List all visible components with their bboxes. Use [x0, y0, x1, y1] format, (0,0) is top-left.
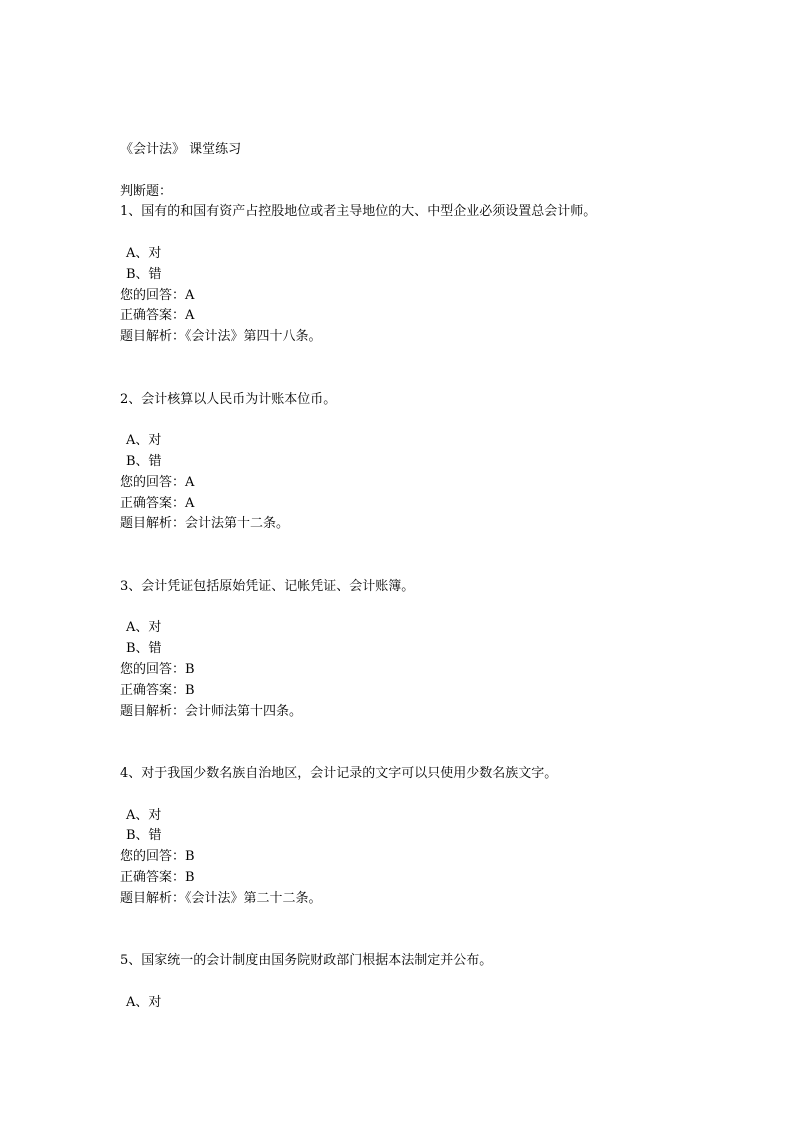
- your-answer-row: [120, 847, 720, 868]
- analysis-value: 会计师法第十四条。: [185, 703, 303, 719]
- analysis-value: 会计法第十二条。: [185, 516, 290, 532]
- your-answer-row: [120, 286, 720, 307]
- question-3: [120, 577, 720, 723]
- spacer: [120, 348, 720, 390]
- question-prompt: 3、会计凭证包括原始凭证、记帐凭证、会计账簿。: [120, 578, 415, 594]
- spacer: [120, 785, 720, 806]
- correct-answer-row: [120, 306, 720, 327]
- correct-answer-label: 正确答案：: [120, 308, 186, 324]
- correct-answer-value: A: [185, 308, 195, 324]
- your-answer-row: [120, 473, 720, 494]
- correct-answer-row: [120, 681, 720, 702]
- your-answer-label: 您的回答：: [120, 661, 186, 677]
- question-prompt: 4、对于我国少数名族自治地区，会计记录的文字可以只使用少数名族文字。: [120, 765, 558, 781]
- spacer: [120, 972, 720, 993]
- spacer: [120, 598, 720, 619]
- your-answer-label: 您的回答：: [120, 474, 186, 490]
- correct-answer-row: [120, 494, 720, 515]
- option-a: A、对: [126, 433, 162, 449]
- your-answer-label: 您的回答：: [120, 849, 186, 865]
- correct-answer-label: 正确答案：: [120, 869, 186, 885]
- correct-answer-label: 正确答案：: [120, 495, 186, 511]
- spacer: [120, 722, 720, 764]
- your-answer-label: 您的回答：: [120, 287, 186, 303]
- option-b: B、错: [126, 641, 162, 657]
- document-content: [120, 140, 720, 1013]
- analysis-row: [120, 327, 720, 348]
- correct-answer-value: B: [185, 682, 195, 698]
- your-answer-value: A: [185, 474, 195, 490]
- analysis-row: [120, 702, 720, 723]
- analysis-label: 题目解析：: [120, 890, 186, 906]
- analysis-row: [120, 889, 720, 910]
- question-5: [120, 951, 720, 1013]
- spacer: [120, 909, 720, 951]
- correct-answer-row: [120, 868, 720, 889]
- correct-answer-value: B: [185, 869, 195, 885]
- analysis-row: [120, 514, 720, 535]
- your-answer-value: B: [185, 849, 195, 865]
- spacer: [120, 161, 720, 182]
- analysis-label: 题目解析：: [120, 516, 186, 532]
- correct-answer-label: 正确答案：: [120, 682, 186, 698]
- question-4: [120, 764, 720, 910]
- option-a: A、对: [126, 245, 162, 261]
- option-a: A、对: [126, 807, 162, 823]
- correct-answer-value: A: [185, 495, 195, 511]
- option-a: A、对: [126, 994, 162, 1010]
- your-answer-row: [120, 660, 720, 681]
- spacer: [120, 410, 720, 431]
- your-answer-value: B: [185, 661, 195, 677]
- your-answer-value: A: [185, 287, 195, 303]
- analysis-label: 题目解析：: [120, 329, 186, 345]
- option-b: B、错: [126, 828, 162, 844]
- document-title: 《会计法》 课堂练习: [120, 142, 242, 157]
- option-b: B、错: [126, 453, 162, 469]
- spacer: [120, 223, 720, 244]
- analysis-value: 《会计法》第四十八条。: [185, 329, 322, 345]
- section-heading: 判断题：: [120, 183, 173, 199]
- option-b: B、错: [126, 266, 162, 282]
- question-2: [120, 390, 720, 536]
- option-a: A、对: [126, 620, 162, 636]
- analysis-value: 《会计法》第二十二条。: [185, 890, 322, 906]
- question-1: [120, 202, 720, 348]
- spacer: [120, 535, 720, 577]
- question-prompt: 2、会计核算以人民币为计账本位币。: [120, 391, 337, 407]
- question-prompt: 5、国家统一的会计制度由国务院财政部门根据本法制定并公布。: [120, 953, 493, 969]
- analysis-label: 题目解析：: [120, 703, 186, 719]
- question-prompt: 1、国有的和国有资产占控股地位或者主导地位的大、中型企业必须设置总会计师。: [120, 204, 597, 220]
